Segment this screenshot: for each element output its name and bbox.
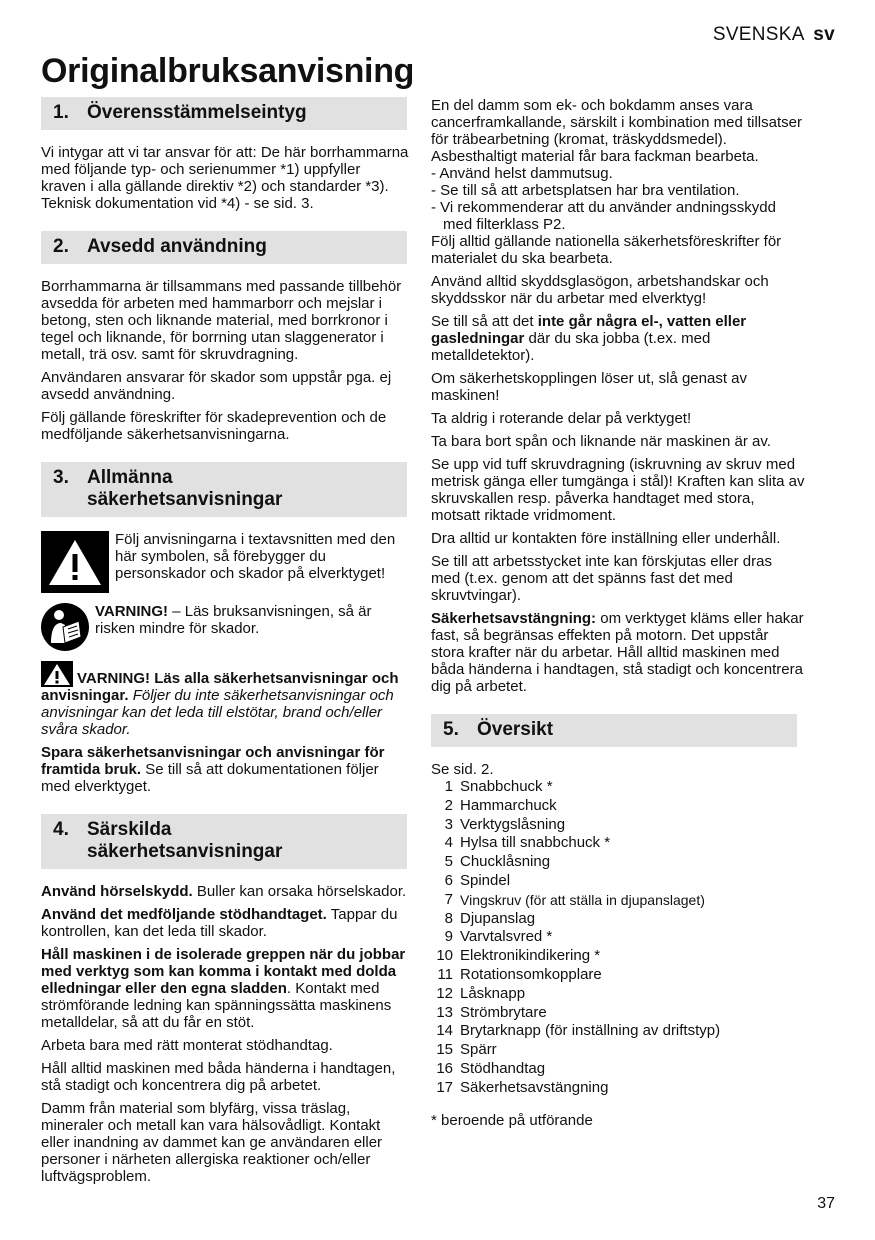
part-number: 7 <box>444 890 453 908</box>
list-item <box>431 872 805 891</box>
page-number: 37 <box>817 1195 835 1212</box>
list-item <box>431 966 805 985</box>
bold-lead: Använd det medföljande stödhandtaget. <box>41 906 327 923</box>
list-item: - Använd helst dammutsug. <box>431 165 613 182</box>
part-number: 3 <box>444 815 453 833</box>
part-label: Spärr <box>460 1041 497 1059</box>
paragraph-text: Tappar du kontrollen, kan det leda till skador. <box>41 906 398 940</box>
list-item <box>431 1041 805 1060</box>
language-label <box>713 24 835 46</box>
list-item <box>431 928 805 947</box>
part-number: 11 <box>437 965 453 983</box>
part-label: Vingskruv (för att ställa in djupanslaget) <box>460 891 705 908</box>
part-number: 15 <box>436 1041 453 1059</box>
warning-bold: VARNING! <box>95 603 169 620</box>
list-item <box>431 1004 805 1023</box>
part-label: Djupanslag <box>460 909 536 927</box>
paragraph-text: . Kontakt med strömförande ledning kan spänningssätta maskinens metalldelar, så att du får en stöt. <box>41 980 392 1031</box>
section-title-line: Särskilda <box>87 819 172 840</box>
list-item <box>431 985 805 1004</box>
part-label: Verktygslåsning <box>460 815 566 833</box>
part-number: 14 <box>436 1022 453 1040</box>
part-label: Spindel <box>460 871 511 889</box>
paragraph-text: Buller kan orsaka hörselskador. <box>192 883 407 900</box>
warning-text: – Läs bruksanvisningen, så är risken mindre för skador. <box>95 603 372 637</box>
part-number: 16 <box>436 1059 453 1077</box>
part-number: 6 <box>444 871 453 889</box>
parts-list <box>431 778 805 1098</box>
part-number: 2 <box>444 796 453 814</box>
section-title-line: säkerhetsanvisningar <box>87 841 283 862</box>
list-item <box>431 1060 805 1079</box>
section-2-paragraph: Användaren ansvarar för skador som uppstår pga. ej avsedd användning. <box>41 369 392 403</box>
part-label: Chucklåsning <box>460 853 551 871</box>
list-item: - Se till så att arbetsplatsen har bra ventilation. <box>431 182 740 199</box>
paragraph-text: där du ska jobba (t.ex. med metalldetektor). <box>431 330 711 364</box>
part-label: Hammarchuck <box>460 796 557 814</box>
part-number: 13 <box>436 1003 453 1021</box>
section-title: Överensstämmelseintyg <box>87 102 307 123</box>
list-item <box>431 778 805 797</box>
warning-read-all <box>41 661 409 738</box>
read-manual-icon <box>41 603 89 651</box>
section-2-paragraph: Borrhammarna är tillsammans med passande tillbehör avsedda för arbeten med hammarborr och mejslar i betong, sten och liknande material, med borrkronor i tegel och liknande, för borrning utan slaggenerator i metall, trä osv. samt för skruvdragning. <box>41 278 402 363</box>
part-number: 4 <box>444 834 453 852</box>
part-label: Snabbchuck * <box>460 778 553 795</box>
warning-triangle-icon <box>41 531 109 593</box>
part-label: Brytarknapp (för inställning av driftstyp) <box>460 1022 721 1040</box>
section-4-paragraph: Följ alltid gällande nationella säkerhetsföreskrifter för materialet du ska bearbeta. <box>431 233 782 267</box>
section-number: 5. <box>443 719 459 740</box>
section-title-line: säkerhetsanvisningar <box>87 489 283 510</box>
part-label: Strömbrytare <box>460 1003 547 1021</box>
read-manual-row <box>41 603 409 651</box>
section-2-paragraph: Följ gällande föreskrifter för skadeprevention och de medföljande säkerhetsanvisningarna. <box>41 409 387 443</box>
section-title-line: Allmänna <box>87 467 173 488</box>
section-4-paragraph: Ta bara bort spån och liknande när maskinen är av. <box>431 433 771 450</box>
section-3-heading <box>41 462 407 517</box>
section-4-paragraph <box>41 946 409 1031</box>
list-item: - Vi rekommenderar att du använder andningsskydd med filterklass P2. <box>431 199 776 233</box>
part-number: 8 <box>444 909 453 927</box>
bold-lead: Säkerhetsavstängning: <box>431 610 597 627</box>
right-column <box>431 97 805 1135</box>
section-4-paragraph <box>41 906 409 940</box>
part-label: Säkerhetsavstängning <box>460 1078 609 1096</box>
part-label: Rotationsomkopplare <box>460 965 602 983</box>
dust-precaution-list <box>431 165 805 233</box>
list-item <box>431 853 805 872</box>
list-item <box>431 797 805 816</box>
section-5-heading <box>431 714 797 747</box>
bold-lead: inte går några el-, vatten eller gasledningar <box>431 313 747 347</box>
part-label: Hylsa till snabbchuck * <box>460 834 611 852</box>
section-4-paragraph: Se till att arbetsstycket inte kan förskjutas eller dras med (t.ex. genom att det spänns fast det med skruvtvingar). <box>431 553 772 604</box>
bold-lead: Håll maskinen i de isolerade greppen när du jobbar med verktyg som kan komma i kontakt med dolda elledningar eller den egna sladden <box>41 946 406 997</box>
section-number: 4. <box>53 819 69 840</box>
section-4-paragraph: En del damm som ek- och bokdamm anses vara cancerframkallande, särskilt i kombination med tillsatser för träbearbetning (kromat, träskyddsmedel). Asbesthaltigt material får bara fackman bearbeta. <box>431 97 802 165</box>
read-manual-text <box>95 603 409 637</box>
warning-italic: Följer du inte säkerhetsanvisningar och anvisningar kan det leda till elstötar, brand och/eller svåra skador. <box>41 687 394 738</box>
section-4-paragraph: Använd alltid skyddsglasögon, arbetshandskar och skyddsskor när du arbetar med elverktyg! <box>431 273 769 307</box>
section-4-paragraph: Arbeta bara med rätt monterat stödhandtag. <box>41 1037 333 1054</box>
section-4-paragraph: Damm från material som blyfärg, vissa träslag, mineraler och metall kan vara hälsovådligt. Kontakt eller inandning av dammet kan ge användaren eller personer i närheten allergiska reaktioner och/eller luftvägsproblem. <box>41 1100 383 1185</box>
part-number: 12 <box>436 984 453 1002</box>
section-1-heading <box>41 97 407 130</box>
keep-instructions <box>41 744 409 795</box>
left-column <box>41 97 409 1191</box>
part-label: Låsknapp <box>460 984 526 1002</box>
keep-bold: Spara säkerhetsanvisningar och anvisningar för framtida bruk. <box>41 744 385 778</box>
part-label: Stödhandtag <box>460 1059 546 1077</box>
part-number: 9 <box>444 928 453 946</box>
list-item <box>431 816 805 835</box>
symbol-explanation: Följ anvisningarna i textavsnitten med den här symbolen, så förebygger du personskador och skador på elverktyget! <box>115 531 396 582</box>
list-item <box>431 1079 805 1098</box>
list-item <box>431 1022 805 1041</box>
language-name: SVENSKA <box>712 24 804 45</box>
keep-text: Se till så att dokumentationen följer med elverktyget. <box>41 761 379 795</box>
section-title <box>87 467 282 511</box>
list-item <box>431 891 805 910</box>
section-title <box>87 819 282 863</box>
section-2-heading <box>41 231 407 264</box>
part-label: Elektronikindikering * <box>460 947 601 965</box>
section-4-heading <box>41 814 407 869</box>
list-item <box>431 834 805 853</box>
section-4-paragraph <box>431 610 805 695</box>
list-item <box>431 910 805 929</box>
section-4-paragraph: Se upp vid tuff skruvdragning (iskruvning av skruv med metrisk gänga eller tumgänga i stål)! Kraften kan slita av skruvskallen resp. påverka handtaget med stora, motsatt riktade vridmoment. <box>431 456 805 524</box>
section-4-paragraph: Dra alltid ur kontakten före inställning eller underhåll. <box>431 530 781 547</box>
section-4-paragraph: Om säkerhetskopplingen löser ut, slå genast av maskinen! <box>431 370 748 404</box>
page-title: Originalbruksanvisning <box>41 52 415 90</box>
paragraph-text: Se till så att det <box>431 313 538 330</box>
part-number: 17 <box>436 1078 453 1096</box>
section-number: 3. <box>53 467 69 488</box>
warning-symbol-row <box>41 531 409 593</box>
bold-lead: Använd hörselskydd. <box>41 883 193 900</box>
section-number: 1. <box>53 102 69 123</box>
list-item <box>431 947 805 966</box>
language-code: sv <box>813 24 835 45</box>
section-4-paragraph <box>431 313 805 364</box>
section-1-text: Vi intygar att vi tar ansvar för att: De här borrhammarna med följande typ- och serienummer *1) uppfyller kraven i alla gällande direktiv *2) och standarder *3). Teknisk dokumentation vid *4) - se sid. 3. <box>41 144 409 212</box>
part-number: 5 <box>444 853 453 871</box>
section-title: Avsedd användning <box>87 236 267 257</box>
part-number: 10 <box>436 947 453 965</box>
section-title: Översikt <box>477 719 554 740</box>
part-label: Varvtalsvred * <box>460 928 553 946</box>
warning-bold: VARNING! Läs alla säkerhetsanvisningar och anvisningar. <box>41 670 399 704</box>
section-number: 2. <box>53 236 69 257</box>
section-4-paragraph: Håll alltid maskinen med båda händerna i handtagen, stå stadigt och koncentrera dig på arbetet. <box>41 1060 396 1094</box>
footnote: * beroende på utförande <box>431 1111 593 1129</box>
paragraph-text: om verktyget kläms eller hakar fast, så begränsas effekten på motorn. Det uppstår stora krafter när du arbetar. Håll alltid maskinen med båda händerna i handtagen, stå stadigt och koncentrera dig på arbetet. <box>431 610 804 695</box>
section-4-paragraph <box>41 883 409 900</box>
section-4-paragraph: Ta aldrig i roterande delar på verktyget! <box>431 410 692 427</box>
overview-intro: Se sid. 2. <box>431 761 494 778</box>
part-number: 1 <box>444 778 453 795</box>
warning-triangle-small-icon <box>41 661 73 687</box>
